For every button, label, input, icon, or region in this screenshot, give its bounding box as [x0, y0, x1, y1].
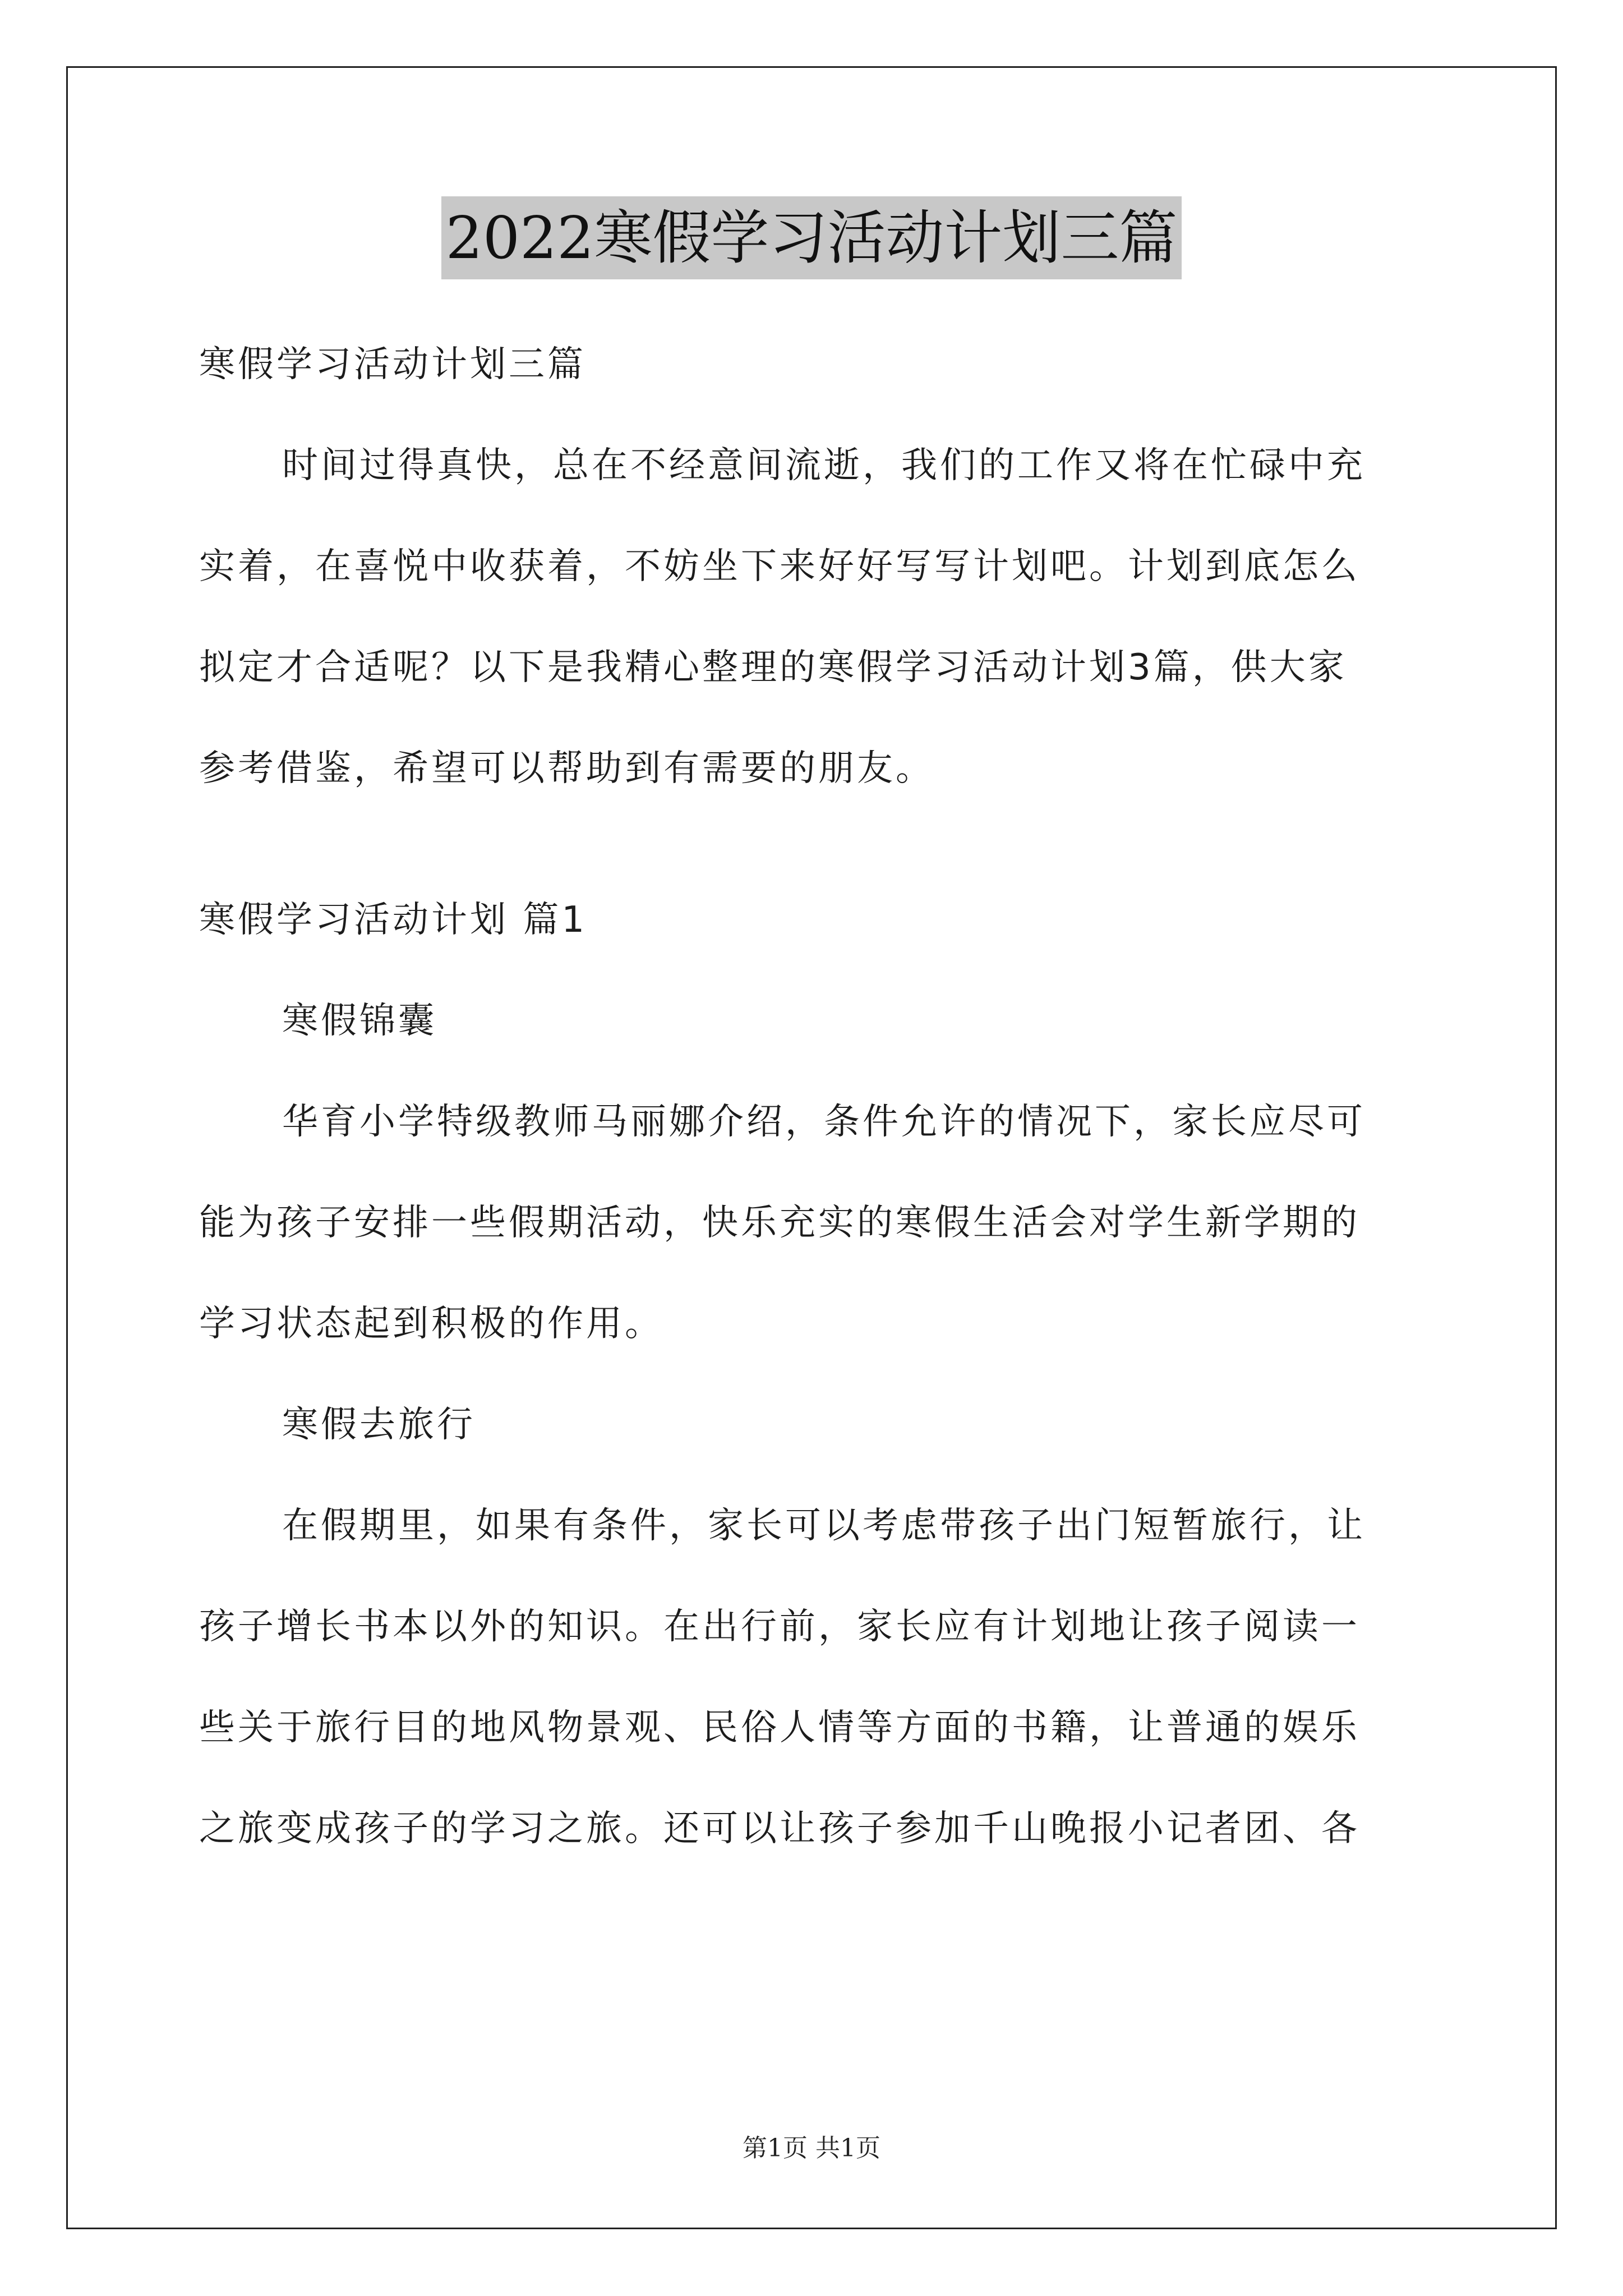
page-footer: 第1页 共1页 — [743, 2134, 880, 2162]
sub-heading: 寒假去旅行 — [282, 1404, 476, 1446]
paragraph-line: 之旅变成孩子的学习之旅。还可以让孩子参加千山晚报小记者团、各 — [199, 1808, 1360, 1849]
paragraph-line: 孩子增长书本以外的知识。在出行前，家长应有计划地让孩子阅读一 — [199, 1606, 1360, 1648]
intro-line: 实着，在喜悦中收获着，不妨坐下来好好写写计划吧。计划到底怎么 — [199, 546, 1360, 587]
paragraph-line: 学习状态起到积极的作用。 — [199, 1303, 663, 1345]
document-body — [199, 314, 1433, 1879]
subtitle: 寒假学习活动计划三篇 — [199, 344, 586, 385]
sub-heading: 寒假锦囊 — [282, 1000, 437, 1042]
intro-line: 时间过得真快，总在不经意间流逝，我们的工作又将在忙碌中充 — [282, 445, 1366, 486]
intro-line: 参考借鉴，希望可以帮助到有需要的朋友。 — [199, 748, 934, 789]
section-heading: 寒假学习活动计划 篇1 — [199, 899, 588, 941]
intro-line: 拟定才合适呢？以下是我精心整理的寒假学习活动计划3篇，供大家 — [199, 647, 1347, 688]
section-spacer — [199, 819, 1433, 869]
paragraph-line: 在假期里，如果有条件，家长可以考虑带孩子出门短暂旅行，让 — [282, 1505, 1366, 1547]
title-container — [0, 196, 1623, 279]
document-title: 2022寒假学习活动计划三篇 — [441, 196, 1182, 279]
paragraph-line: 能为孩子安排一些假期活动，快乐充实的寒假生活会对学生新学期的 — [199, 1202, 1360, 1244]
paragraph-line: 些关于旅行目的地风物景观、民俗人情等方面的书籍，让普通的娱乐 — [199, 1707, 1360, 1749]
paragraph-line: 华育小学特级教师马丽娜介绍，条件允许的情况下，家长应尽可 — [282, 1101, 1366, 1143]
